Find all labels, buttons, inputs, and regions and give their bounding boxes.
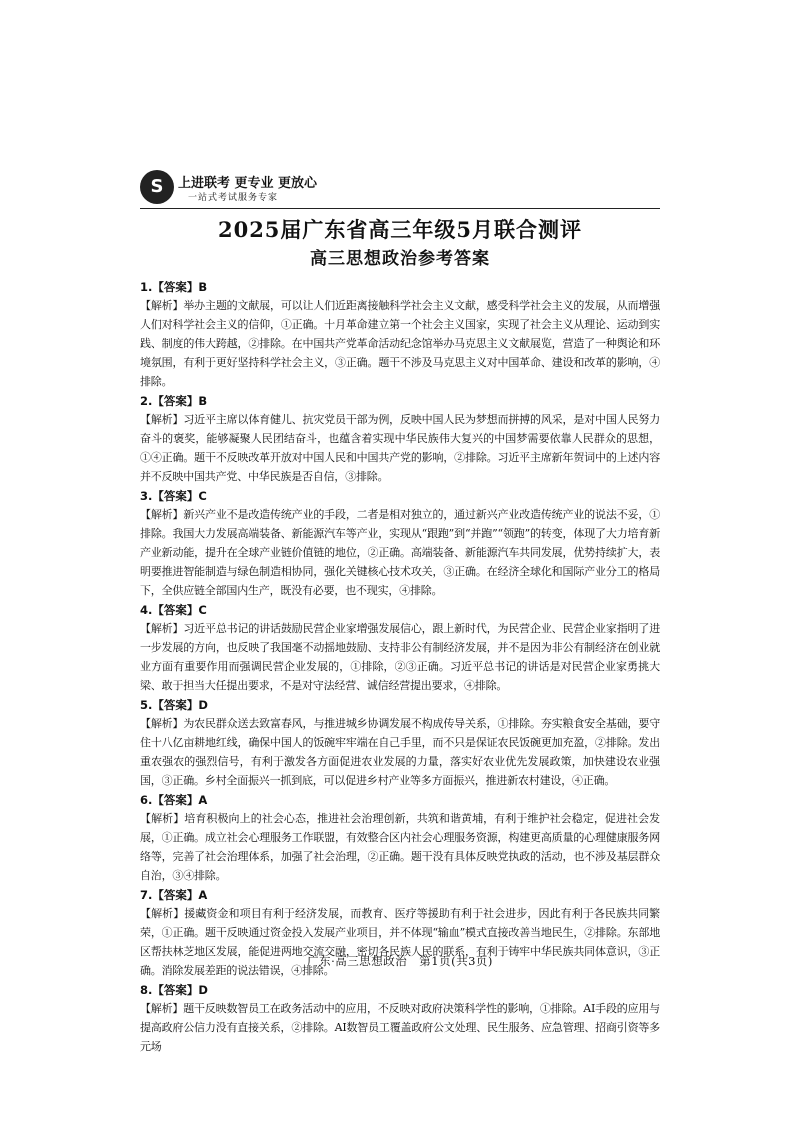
logo-tagline: 一站式考试服务专家: [188, 193, 279, 203]
question-item: [140, 981, 660, 1056]
answer-key: 5.【答案】D: [140, 698, 208, 712]
answer-key: 7.【答案】A: [140, 888, 208, 902]
answer-key: 3.【答案】C: [140, 489, 207, 503]
explanation: 【解析】援藏资金和项目有利于经济发展，而教育、医疗等援助有利于社会进步，因此有利于各民族共同繁荣，①正确。题干反映通过资金投入发展产业项目，并不体现“输血”模式直接改善当地民生，②排除。东部地区帮扶林芝地区发展，能促进两地交流交融，密切各民族人民的联系，有利于铸牢中华民族共同体意识，③正确。消除发展差距的说法错误，④排除。: [140, 907, 660, 977]
explanation: 【解析】习近平总书记的讲话鼓励民营企业家增强发展信心，跟上新时代，为民营企业、民营企业家指明了进一步发展的方向，也反映了我国毫不动摇地鼓励、支持非公有制经济发展，并不是因为非公有制经济在创业就业方面有重要作用而强调民营企业发展的，①排除，②③正确。习近平总书记的讲话是对民营企业家勇挑大梁、敢于担当大任提出要求，不是对守法经营、诚信经营提出要求，④排除。: [140, 622, 660, 692]
explanation: 【解析】为农民群众送去致富春风，与推进城乡协调发展不构成传导关系，①排除。夯实粮食安全基础，要守住十八亿亩耕地红线，确保中国人的饭碗牢牢端在自己手里，而不只是保证农民饭碗更加充盈，②排除。发出重农强农的强烈信号，有利于激发各方面促进农业发展的力量，落实好农业优先发展政策，加快建设农业强国，③正确。乡村全面振兴一抓到底，可以促进乡村产业等多方面振兴，推进新农村建设，④正确。: [140, 717, 660, 787]
explanation: 【解析】题干反映数智员工在政务活动中的应用，不反映对政府决策科学性的影响，①排除。AI手段的应用与提高政府公信力没有直接关系，②排除。AI数智员工覆盖政府公文处理、民生服务、应急管理、招商引资等多元场: [140, 1002, 660, 1053]
answer-key: 2.【答案】B: [140, 394, 208, 408]
answer-key: 6.【答案】A: [140, 793, 208, 807]
page-title: 2025届广东省高三年级5月联合测评: [217, 217, 583, 242]
question-item: [140, 278, 660, 391]
logo-slogan: 上进联考 更专业 更放心: [178, 176, 318, 191]
question-item: [140, 791, 660, 885]
explanation: 【解析】举办主题的文献展，可以让人们近距离接触科学社会主义文献，感受科学社会主义的发展，从而增强人们对科学社会主义的信仰，①正确。十月革命建立第一个社会主义国家，实现了社会主义从理论、运动到实践、制度的伟大跨越，②排除。在中国共产党革命活动纪念馆举办马克思主义文献展览，营造了一种舆论和环境氛围，有利于更好坚持科学社会主义，③正确。题干不涉及马克思主义对中国革命、建设和改革的影响，④排除。: [140, 299, 660, 388]
question-item: [140, 601, 660, 695]
question-item: [140, 696, 660, 790]
explanation: 【解析】习近平主席以体育健儿、抗灾党员干部为例，反映中国人民为梦想而拼搏的风采，是对中国人民努力奋斗的褒奖，能够凝聚人民团结奋斗，也蕴含着实现中华民族伟大复兴的中国梦需要依靠人民群众的思想，①④正确。题干不反映改革开放对中国人民和中国共产党的影响，②排除。习近平主席新年贺词中的上述内容并不反映中国共产党、中华民族是否自信，③排除。: [140, 413, 660, 483]
answer-key: 1.【答案】B: [140, 280, 208, 294]
page-subtitle: 高三思想政治参考答案: [310, 249, 490, 269]
logo-icon: S: [140, 170, 174, 204]
page-footer: 广东·高三思想政治 第1页(共3页): [307, 954, 493, 968]
explanation: 【解析】新兴产业不是改造传统产业的手段，二者是相对独立的，通过新兴产业改造传统产业的说法不妥，①排除。我国大力发展高端装备、新能源汽车等产业，实现从“跟跑”到“并跑”“领跑”的转变，体现了大力培育新产业新动能，提升在全球产业链价值链的地位，②正确。高端装备、新能源汽车共同发展，优势持续扩大，表明要推进智能制造与绿色制造相协同，强化关键核心技术攻关，③正确。在经济全球化和国际产业分工的格局下，全供应链全部国内生产，既没有必要，也不现实，④排除。: [140, 508, 660, 597]
answer-key: 8.【答案】D: [140, 983, 208, 997]
answer-key: 4.【答案】C: [140, 603, 207, 617]
explanation: 【解析】培育积极向上的社会心态，推进社会治理创新，共筑和谐黄埔，有利于维护社会稳定，促进社会发展，①正确。成立社会心理服务工作联盟，有效整合区内社会心理服务资源，构建更高质量的心理健康服务网络等，完善了社会治理体系，加强了社会治理，②正确。题干没有具体反映党执政的活动，也不涉及基层群众自治，③④排除。: [140, 812, 660, 882]
question-item: [140, 487, 660, 600]
answer-list: [140, 278, 660, 1057]
publisher-logo: [140, 170, 340, 206]
question-item: [140, 392, 660, 486]
header-divider: [140, 208, 660, 209]
